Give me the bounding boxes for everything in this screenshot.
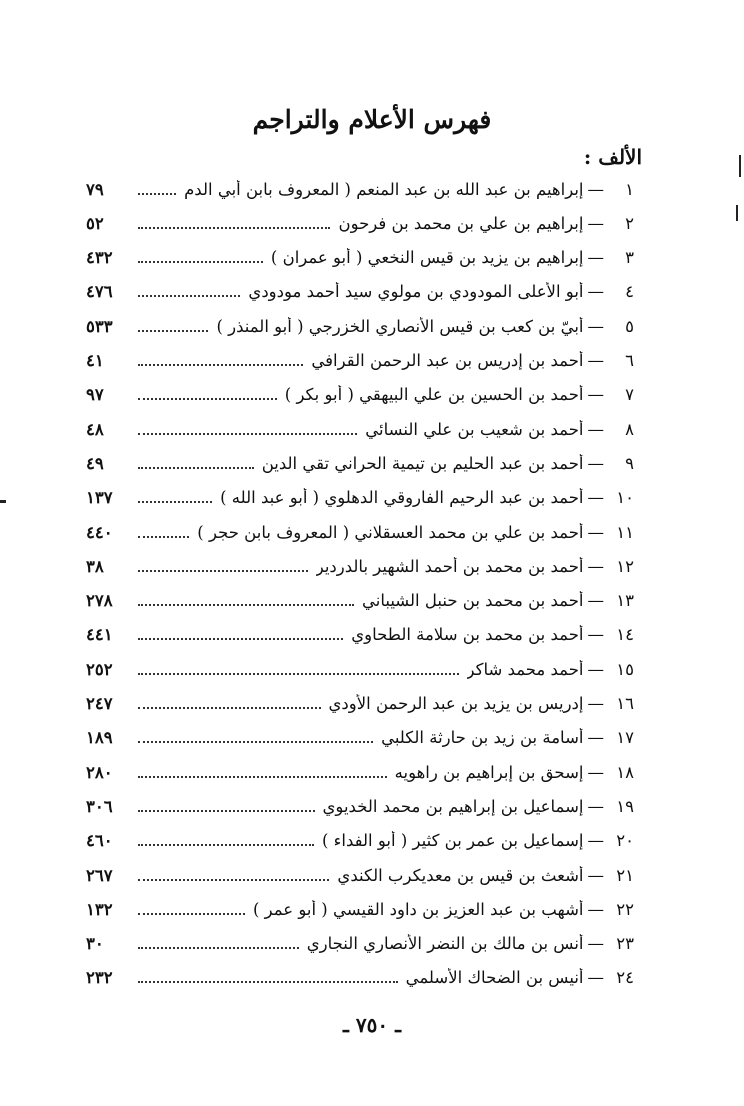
entry-name: إبراهيم بن يزيد بن قيس النخعي ( أبو عمران ) bbox=[270, 248, 584, 268]
entry-page: ١٨٩ bbox=[86, 728, 113, 748]
entry-number: ٥ bbox=[625, 316, 634, 336]
entry-name: أحمد بن محمد بن حنبل الشيباني bbox=[361, 591, 584, 611]
entry-page: ٢٣٢ bbox=[86, 968, 113, 988]
entry-number: ١٦ bbox=[616, 694, 634, 713]
entry-name: أحمد محمد شاكر bbox=[466, 659, 584, 679]
index-entry bbox=[86, 515, 634, 549]
dot-leader bbox=[138, 980, 398, 983]
dot-leader bbox=[138, 226, 330, 229]
entry-number: ٦ bbox=[625, 351, 634, 370]
entry-number: ٣ bbox=[625, 248, 634, 268]
entry-page: ٤٣٢ bbox=[86, 248, 113, 268]
entry-name: أشهب بن عبد العزيز بن داود القيسي ( أبو عمر ) bbox=[252, 899, 584, 919]
entry-page: ١٣٢ bbox=[86, 899, 113, 919]
entry-dash: — bbox=[587, 762, 604, 782]
dot-leader bbox=[138, 535, 189, 538]
entry-page: ٢٧٨ bbox=[86, 591, 113, 611]
entry-page: ٢٥٢ bbox=[86, 659, 113, 679]
index-entry bbox=[86, 755, 634, 789]
entry-dash: — bbox=[587, 659, 604, 679]
entry-dash: — bbox=[587, 728, 604, 748]
dot-leader bbox=[138, 912, 245, 915]
entry-page: ٤٧٦ bbox=[86, 282, 113, 302]
entry-name: إدريس بن يزيد بن عبد الرحمن الأودي bbox=[328, 694, 584, 713]
entry-name: أنس بن مالك بن النضر الأنصاري النجاري bbox=[306, 934, 584, 954]
entry-number: ١١ bbox=[616, 522, 634, 542]
entry-number: ١٩ bbox=[616, 796, 634, 816]
entry-name: أحمد بن الحسين بن علي البيهقي ( أبو بكر ) bbox=[284, 385, 584, 405]
dot-leader bbox=[138, 432, 357, 435]
entry-page: ٥٣٣ bbox=[86, 316, 113, 336]
entry-name: أشعث بن قيس بن معديكرب الكندي bbox=[337, 865, 584, 885]
entry-dash: — bbox=[587, 556, 604, 576]
index-entry bbox=[86, 378, 634, 412]
dot-leader bbox=[138, 397, 277, 400]
dot-leader bbox=[138, 500, 212, 503]
entry-dash: — bbox=[587, 899, 604, 919]
entry-name: أحمد بن إدريس بن عبد الرحمن القرافي bbox=[311, 351, 584, 370]
entry-dash: — bbox=[587, 796, 604, 816]
dot-leader bbox=[138, 363, 303, 366]
entry-name: أحمد بن عبد الرحيم الفاروقي الدهلوي ( أبو عبد الله ) bbox=[220, 488, 584, 508]
index-entry bbox=[86, 721, 634, 755]
index-entry bbox=[86, 344, 634, 378]
entry-name: إسماعيل بن عمر بن كثير ( أبو الفداء ) bbox=[321, 831, 584, 851]
entry-name: إسحق بن إبراهيم بن راهويه bbox=[394, 762, 584, 782]
index-entry bbox=[86, 892, 634, 926]
entry-page: ٢٦٧ bbox=[86, 865, 113, 885]
entry-number: ٢١ bbox=[616, 865, 634, 885]
index-entry bbox=[86, 824, 634, 858]
entry-name: أبو الأعلى المودودي بن مولوي سيد أحمد مودودي bbox=[248, 282, 584, 302]
entry-name: أحمد بن محمد بن أحمد الشهير بالدردير bbox=[315, 556, 584, 576]
entry-dash: — bbox=[587, 591, 604, 611]
entry-name: أحمد بن عبد الحليم بن تيمية الحراني تقي الدين bbox=[261, 453, 584, 473]
entry-page: ٤٩ bbox=[86, 453, 104, 473]
entry-name: أحمد بن شعيب بن علي النسائي bbox=[365, 419, 584, 439]
dot-leader bbox=[138, 809, 315, 812]
entry-name: إسماعيل بن إبراهيم بن محمد الخديوي bbox=[322, 796, 584, 816]
entry-dash: — bbox=[587, 831, 604, 851]
dot-leader bbox=[138, 706, 321, 709]
index-entry bbox=[86, 927, 634, 961]
index-entry bbox=[86, 309, 634, 343]
dot-leader bbox=[138, 603, 354, 606]
dot-leader bbox=[138, 878, 329, 881]
index-entry bbox=[86, 687, 634, 721]
entry-page: ٤٤١ bbox=[86, 625, 113, 645]
entry-dash: — bbox=[587, 865, 604, 885]
entry-dash: — bbox=[587, 419, 604, 439]
entry-name: أحمد بن علي بن محمد العسقلاني ( المعروف بابن حجر ) bbox=[197, 522, 584, 542]
index-entry bbox=[86, 172, 634, 206]
dot-leader bbox=[138, 775, 387, 778]
entry-dash: — bbox=[587, 351, 604, 370]
entry-dash: — bbox=[587, 453, 604, 473]
dot-leader bbox=[138, 672, 459, 675]
entry-dash: — bbox=[587, 385, 604, 405]
index-entry bbox=[86, 789, 634, 823]
entry-page: ٤٨ bbox=[86, 419, 104, 439]
index-entry bbox=[86, 549, 634, 583]
entry-number: ١٤ bbox=[616, 625, 634, 645]
page-title: فهرس الأعلام والتراجم bbox=[252, 105, 492, 134]
dot-leader bbox=[138, 260, 263, 263]
entry-number: ١٢ bbox=[616, 556, 634, 576]
entry-dash: — bbox=[587, 179, 604, 199]
index-entry bbox=[86, 652, 634, 686]
entry-dash: — bbox=[587, 316, 604, 336]
entry-name: أُبيّ بن كعب بن قيس الأنصاري الخزرجي ( أبو المنذر ) bbox=[216, 316, 584, 336]
entry-page: ٢٤٧ bbox=[86, 694, 113, 713]
scan-mark-right bbox=[739, 155, 741, 177]
entry-number: ٢٠ bbox=[616, 831, 634, 851]
dot-leader bbox=[138, 466, 254, 469]
entry-page: ٩٧ bbox=[86, 385, 104, 405]
index-entry bbox=[86, 275, 634, 309]
entry-page: ٣٨ bbox=[86, 556, 104, 576]
entry-page: ٢٨٠ bbox=[86, 762, 113, 782]
entry-page: ٤٤٠ bbox=[86, 522, 113, 542]
dot-leader bbox=[138, 569, 308, 572]
entry-number: ١ bbox=[625, 179, 634, 199]
entry-name: إبراهيم بن علي بن محمد بن فرحون bbox=[338, 213, 584, 233]
dot-leader bbox=[138, 294, 240, 297]
section-heading: الألف : bbox=[583, 145, 642, 169]
entry-number: ٢ bbox=[625, 213, 634, 233]
entry-name: أسامة بن زيد بن حارثة الكلبي bbox=[381, 728, 584, 748]
index-entry bbox=[86, 961, 634, 995]
entry-dash: — bbox=[587, 625, 604, 645]
entry-dash: — bbox=[587, 968, 604, 988]
entry-number: ٨ bbox=[625, 419, 634, 439]
entry-number: ١٠ bbox=[616, 488, 634, 508]
entry-page: ٤١ bbox=[86, 351, 104, 370]
dot-leader bbox=[138, 946, 299, 949]
entry-number: ١٣ bbox=[616, 591, 634, 611]
dot-leader bbox=[138, 192, 176, 195]
entry-page: ٣٠ bbox=[86, 934, 104, 954]
entry-page: ٧٩ bbox=[86, 179, 104, 199]
dot-leader bbox=[138, 740, 373, 743]
index-entry bbox=[86, 206, 634, 240]
entry-dash: — bbox=[587, 248, 604, 268]
index-entry bbox=[86, 618, 634, 652]
entry-number: ١٥ bbox=[616, 659, 634, 679]
index-entry bbox=[86, 241, 634, 275]
entry-page: ٥٢ bbox=[86, 213, 104, 233]
dot-leader bbox=[138, 637, 343, 640]
index-entry bbox=[86, 481, 634, 515]
scan-mark-left bbox=[0, 500, 6, 503]
scan-mark-right-2 bbox=[736, 205, 738, 221]
index-entry bbox=[86, 858, 634, 892]
entry-number: ١٧ bbox=[616, 728, 634, 748]
entry-name: أحمد بن محمد بن سلامة الطحاوي bbox=[351, 625, 584, 645]
entry-number: ٢٢ bbox=[616, 899, 634, 919]
entry-dash: — bbox=[587, 213, 604, 233]
entry-dash: — bbox=[587, 934, 604, 954]
page-number: ـ ٧٥٠ ـ bbox=[343, 1013, 401, 1037]
dot-leader bbox=[138, 843, 314, 846]
entry-page: ٣٠٦ bbox=[86, 796, 113, 816]
index-entry bbox=[86, 584, 634, 618]
entry-dash: — bbox=[587, 282, 604, 302]
entry-number: ٤ bbox=[625, 282, 634, 302]
entry-number: ٩ bbox=[625, 453, 634, 473]
entry-number: ٢٤ bbox=[616, 968, 634, 988]
entry-number: ١٨ bbox=[616, 762, 634, 782]
entry-name: إبراهيم بن عبد الله بن عبد المنعم ( المعروف بابن أبي الدم bbox=[184, 179, 584, 199]
dot-leader bbox=[138, 329, 208, 332]
entry-number: ٧ bbox=[625, 385, 634, 405]
entry-dash: — bbox=[587, 488, 604, 508]
index-entry bbox=[86, 412, 634, 446]
index-entry bbox=[86, 446, 634, 480]
entry-page: ١٣٧ bbox=[86, 488, 113, 508]
entry-dash: — bbox=[587, 522, 604, 542]
entry-page: ٤٦٠ bbox=[86, 831, 113, 851]
entry-name: أنيس بن الضحاك الأسلمي bbox=[405, 968, 584, 988]
entry-dash: — bbox=[587, 694, 604, 713]
entry-number: ٢٣ bbox=[616, 934, 634, 954]
